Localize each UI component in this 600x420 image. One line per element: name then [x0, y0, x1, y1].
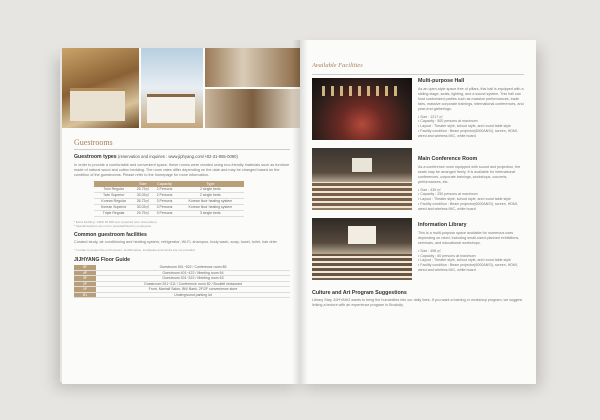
room-name: Triple Regular [94, 210, 133, 216]
guestroom-photo-3 [205, 48, 300, 128]
floor-guide-title: JIJHYANG Floor Guide [74, 256, 131, 263]
room-type: Korean floor heating system [177, 204, 244, 210]
guestroom-photo-2 [141, 48, 202, 128]
facilities-heading-text: Available Facilities [312, 62, 363, 69]
culture-program-section [312, 290, 524, 311]
guestrooms-heading: Guestrooms [74, 138, 290, 150]
information-library-info [418, 222, 526, 273]
facility-layout: • Layout : Theater style, school style, and round table style [418, 197, 511, 202]
room-name: Korean Regular [94, 198, 133, 204]
room-header-capacity: Capacity [152, 181, 176, 187]
floor-label: 1F [74, 287, 96, 293]
room-capacity: 2 Persons [152, 187, 176, 193]
conference-room-info [418, 156, 526, 212]
common-facilities-title: Common guestroom facilities [74, 231, 147, 238]
room-capacity: 3 Persons [152, 198, 176, 204]
guestroom-photo-strip [62, 48, 300, 128]
floor-desc: Guestroom 501~522 / Conference room 85 [96, 265, 290, 271]
room-size: 29.79㎡ [133, 210, 152, 216]
floor-desc: Guestroom 201~211 / Conference room 82 / Bookfel restaurant [96, 281, 290, 287]
facility-title: Information Library [418, 222, 467, 228]
guestroom-photo-3a [205, 48, 300, 87]
floor-label: 3F [74, 276, 96, 282]
floor-label: 2F [74, 281, 96, 287]
information-library-photo [312, 218, 412, 280]
facility-size: • Size : 439 ㎡ [418, 187, 441, 192]
floor-label: B1 [74, 292, 96, 298]
floor-desc: Front, Marhall Salon, BN! Bank, 2F/2F convenience store [96, 287, 290, 293]
common-facilities-note: * In order to protect the environment, toothbrushes, toothpaste and combs are not provided [74, 247, 195, 252]
room-type-table [94, 181, 244, 217]
table-note-special: * Special features are not be provided/hired by employees [74, 223, 152, 228]
facility-condition: • Facility condition : Beam projector(6000ANSI), screen, HDMI, wired and wireless MIC, white board [418, 128, 518, 138]
facility-title: Main Conference Room [418, 156, 478, 162]
table-row [94, 210, 244, 216]
room-type: 2 single beds [177, 187, 244, 193]
conference-room-photo [312, 148, 412, 210]
guestroom-types-line [74, 154, 290, 161]
room-capacity: 3 Persons [152, 210, 176, 216]
room-name: Twin Regular [94, 187, 133, 193]
room-type: 2 single beds [177, 192, 244, 198]
room-header-size: Size [133, 181, 152, 187]
table-note-extra-bed: * Extra bedding : KRW 30,000 won (required prior reservation) [74, 219, 157, 224]
facility-condition: • Facility condition : Beam projector(6000ANSI), screen, HDMI, wired and wireless MIC, white board [418, 263, 518, 272]
facility-layout: • Layout : Theater style, school style, and round table style [418, 124, 511, 129]
room-size: 26.73㎡ [133, 198, 152, 204]
facility-size: • Size : 1217 ㎡ [418, 114, 443, 119]
room-size: 26.73㎡ [133, 187, 152, 193]
facility-desc: As an open-style space free of pillars, this hall is equipped with a sliding stage, seats, lighting, and a sound system. This hall can host customized parties such as massive performances, trade fairs, massive corporate trainings, international conferences, and year-end gatherings. [418, 87, 524, 111]
culture-title: Culture and Art Program Suggestions [312, 290, 407, 296]
culture-desc: Library Stay JIJHYANG wants to bring the humanities into our daily lives. If you want a training or workshop program, we suggest linking a lecture with an experience program in Bookcity. [312, 298, 523, 307]
facility-desc: As a conference room equipped with sound and projection, the seats may be arranged freely. It is available for international conferences, corporate trainings, workshops, concerts, performances, etc. [418, 165, 521, 184]
guestroom-photo-1 [62, 48, 139, 128]
brochure-left-page [62, 48, 300, 384]
room-header-type: Type [177, 181, 244, 187]
facility-capacity: • Capacity : 250 persons at maximum [418, 192, 478, 197]
room-capacity: 3 Persons [152, 204, 176, 210]
facility-condition: • Facility condition : Beam projector(6000ANSI), screen, HDMI, wired and wireless MIC, white board [418, 202, 518, 211]
facility-capacity: • Capacity : 500 persons at maximum [418, 119, 478, 124]
facility-capacity: • Capacity : 60 persons at maximum [418, 253, 476, 258]
floor-guide-table [74, 265, 290, 299]
room-capacity: 2 Persons [152, 192, 176, 198]
brochure-right-page [300, 40, 536, 384]
room-type: 3 single beds [177, 210, 244, 216]
facilities-heading [312, 54, 524, 75]
facility-size: • Size : 498 ㎡ [418, 248, 441, 253]
guestroom-section [74, 138, 290, 301]
room-size: 33.03㎡ [133, 192, 152, 198]
table-row [74, 292, 290, 298]
floor-desc: Guestroom 301~322 / Meeting room 63 [96, 276, 290, 282]
room-name: Korean Superior [94, 204, 133, 210]
room-size: 33.03㎡ [133, 204, 152, 210]
guestroom-photo-3b [205, 89, 300, 128]
floor-desc: Underground parking lot [96, 292, 290, 298]
facility-layout: • Layout : Theater style, school style, and round table style [418, 258, 511, 263]
facility-title: Multi-purpose Hall [418, 78, 465, 84]
common-facilities-desc: Curated study, air conditioning and heating system, refrigerator, Wi-Fi, shampoo, body wash, soap, towel, toilet, hair drier [74, 239, 277, 244]
multipurpose-hall-photo [312, 78, 412, 140]
floor-desc: Guestroom 401~422 / Meeting room 64 [96, 270, 290, 276]
multipurpose-hall-info [418, 78, 526, 139]
room-type: Korean floor heating system [177, 198, 244, 204]
guestroom-intro: In order to provide a comfortable and convenient space, these rooms were created using eco-friendly materials such as furniture made of natural wood and cotton bedding. The room rates differ depending on the date and may be changed based on the condition of the guestrooms. Please refer to the homepage for more information. [74, 162, 290, 177]
floor-label: 5F [74, 265, 96, 271]
reservation-info: (reservation and inquiries : www.jiphyang.com/+82-31-955-0090) [117, 154, 238, 159]
guestroom-types-label: Guestroom types [74, 154, 117, 160]
floor-label: 4F [74, 270, 96, 276]
room-name: Twin Superior [94, 192, 133, 198]
facility-desc: This is a multi-purpose space available for numerous uses depending on need, including small-sized planned exhibitions, seminars, and educational workshops. [418, 231, 520, 245]
